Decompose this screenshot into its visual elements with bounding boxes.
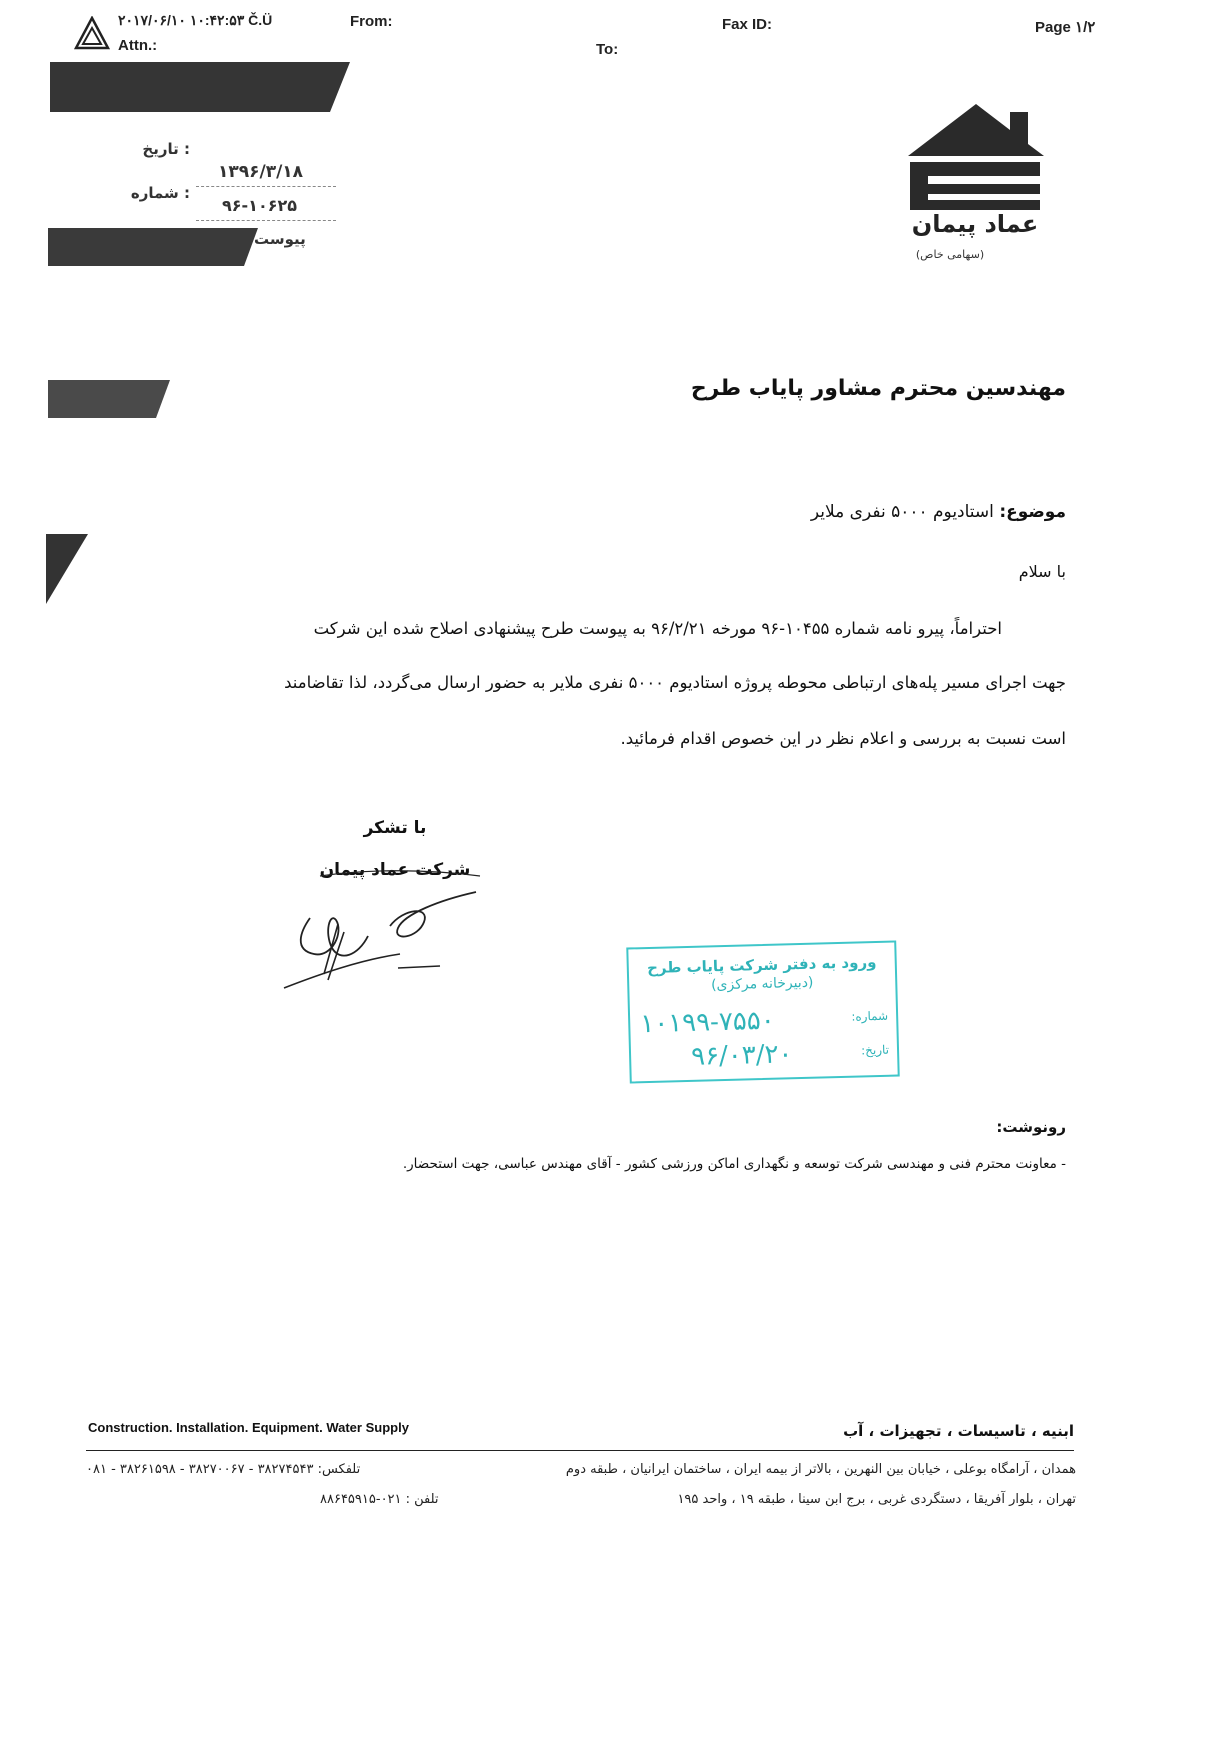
closing-company: شرکت عماد پیمان xyxy=(319,860,471,880)
stamp-number-label: شماره: xyxy=(851,1008,889,1024)
date-label: : تاریخ xyxy=(142,140,190,158)
footer-address-tehran: تهران ، بلوار آفریقا ، دستگردی غربی ، برج ابن سینا ، طبقه ۱۹ ، واحد ۱۹۵ xyxy=(677,1492,1076,1507)
body-line: است نسبت به بررسی و اعلام نظر در این خصوص اقدام فرمائید. xyxy=(620,729,1066,748)
cc-label: رونوشت: xyxy=(996,1118,1066,1136)
number-value: ۹۶-۱۰۶۲۵ xyxy=(222,196,297,215)
attachment-label: پیوست xyxy=(254,230,306,248)
body-line: جهت اجرای مسیر پله‌های ارتباطی محوطه پروژه استادیوم ۵۰۰۰ نفری ملایر به حضور ارسال می‌گردد، لذا تقاضامند xyxy=(284,673,1066,692)
subject-line xyxy=(560,502,1066,522)
stamp-date-label: تاریخ: xyxy=(860,1042,890,1058)
number-underline xyxy=(196,220,336,221)
subject-text: استادیوم ۵۰۰۰ نفری ملایر xyxy=(810,502,994,522)
footer-divider xyxy=(86,1450,1074,1451)
fax-logo-icon xyxy=(74,16,110,50)
footer-persian-tagline: ابنیه ، تاسیسات ، تجهیزات ، آب xyxy=(843,1422,1074,1440)
greeting: با سلام xyxy=(1018,562,1066,581)
to-label: To: xyxy=(596,41,619,58)
from-label: From: xyxy=(350,13,393,30)
attn-label: Attn.: xyxy=(118,37,158,54)
addressee: مهندسین محترم مشاور پایاب طرح xyxy=(690,376,1066,401)
redaction-bar xyxy=(48,228,258,266)
stamp-number-value: ۱۰۱۹۹-۷۵۵۰ xyxy=(639,1005,776,1040)
receipt-stamp xyxy=(626,940,899,1083)
closing-thanks: با تشکر xyxy=(363,818,427,838)
redaction-bar xyxy=(48,380,170,418)
fax-timestamp: ۲۰۱۷/۰۶/۱۰ ۱۰:۴۲:۵۳ Č.Ü xyxy=(118,12,273,28)
number-label: : شماره xyxy=(130,184,190,202)
handwritten-signature xyxy=(280,862,510,1002)
redaction-bar xyxy=(50,62,350,112)
emad-peyman-logo-icon xyxy=(908,104,1044,212)
body-line: احتراماً، پیرو نامه شماره ۱۰۴۵۵-۹۶ مورخه ۹۶/۲/۲۱ به پیوست طرح پیشنهادی اصلاح شده این شرکت xyxy=(313,619,1002,638)
footer-phone-tehran: تلفن : ۰۲۱-۸۸۶۴۵۹۱۵ xyxy=(320,1492,439,1507)
stamp-title: ورود به دفتر شرکت پایاب طرح xyxy=(646,953,877,978)
page-label: Page ۱/۲ xyxy=(1035,19,1096,36)
stamp-subtitle: (دبیرخانه مرکزی) xyxy=(710,974,814,994)
logo-name: عماد پیمان xyxy=(911,210,1039,238)
date-underline xyxy=(196,186,336,187)
fax-id-label: Fax ID: xyxy=(722,16,773,33)
redaction-bar xyxy=(46,534,88,604)
footer-english-tagline: Construction. Installation. Equipment. Water Supply xyxy=(88,1420,409,1435)
subject-label: موضوع: xyxy=(999,502,1066,522)
date-value: ۱۳۹۶/۳/۱۸ xyxy=(218,162,304,182)
footer-phones-hamedan: تلفکس: ۳۸۲۷۴۵۴۳ - ۳۸۲۷۰۰۶۷ - ۳۸۲۶۱۵۹۸ - ۰۸۱ xyxy=(86,1462,361,1477)
footer-address-hamedan: همدان ، آرامگاه بوعلی ، خیابان بین النهرین ، بالاتر از بیمه ایران ، ساختمان ایرانیان ، طبقه دوم xyxy=(565,1462,1076,1477)
logo-subtitle: (سهامی خاص) xyxy=(915,248,985,261)
stamp-date-value: ۹۶/۰۳/۲۰ xyxy=(690,1039,793,1072)
cc-text: - معاونت محترم فنی و مهندسی شرکت توسعه و نگهداری اماکن ورزشی کشور - آقای مهندس عباسی، جهت استحضار. xyxy=(402,1156,1066,1172)
